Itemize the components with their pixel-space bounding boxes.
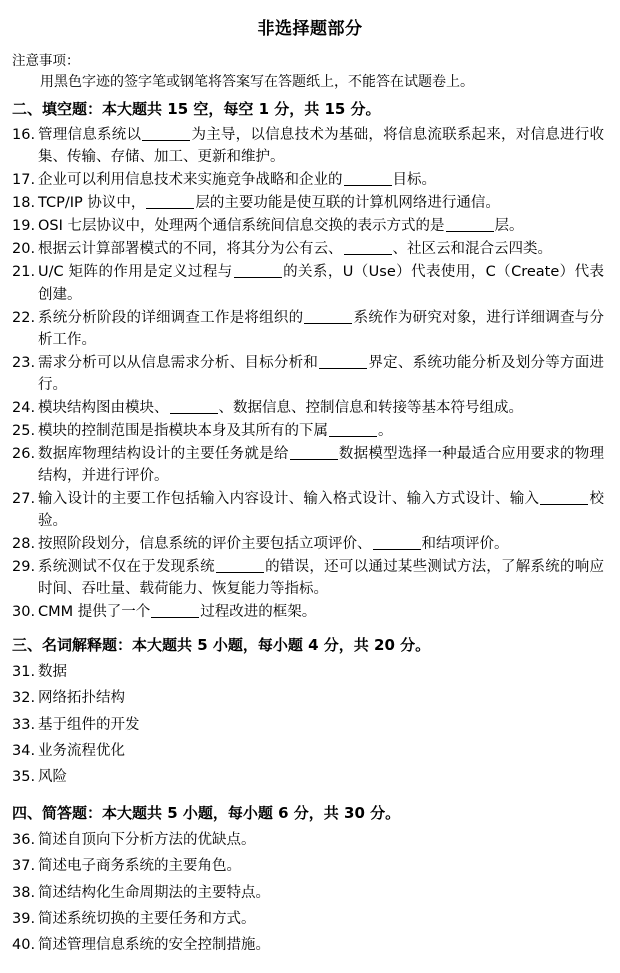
question-text	[38, 307, 604, 351]
answer-blank[interactable]	[151, 617, 199, 618]
question-part-a: 系统测试不仅在于发现系统	[38, 558, 215, 575]
question-item	[12, 261, 604, 305]
question-number: 33.	[12, 716, 36, 733]
question-text	[38, 261, 604, 305]
question-text: 简述电子商务系统的主要角色。	[38, 858, 241, 875]
question-text	[38, 215, 604, 237]
answer-blank[interactable]	[540, 504, 588, 505]
question-number: 38.	[12, 884, 36, 901]
answer-blank[interactable]	[290, 459, 338, 460]
answer-blank[interactable]	[373, 549, 421, 550]
question-part-a: CMM 提供了一个	[38, 603, 151, 620]
short-answer-item	[12, 854, 604, 879]
short-answer-item	[12, 933, 604, 958]
question-number: 36.	[12, 831, 36, 848]
question-part-b: 系统作为研究对象，进行详细调查与分析工作。	[38, 309, 605, 348]
question-part-b: 和结项评价。	[421, 535, 509, 552]
question-number: 40.	[12, 937, 36, 954]
question-part-a: 管理信息系统以	[38, 127, 142, 144]
question-number: 25.	[12, 422, 36, 439]
question-number: 28.	[12, 535, 36, 552]
question-item	[12, 420, 604, 442]
answer-blank[interactable]	[216, 572, 264, 573]
question-text: 简述自顶向下分析方法的优缺点。	[38, 831, 256, 848]
question-number: 16.	[12, 127, 36, 144]
question-item	[12, 238, 604, 260]
answer-blank[interactable]	[146, 208, 194, 209]
question-part-b: 目标。	[392, 172, 436, 189]
question-text	[38, 420, 604, 442]
page-title: 非选择题部分	[257, 19, 363, 39]
question-item	[12, 352, 604, 396]
question-text: 简述结构化生命周期法的主要特点。	[38, 884, 270, 901]
question-number: 18.	[12, 195, 36, 212]
question-part-a: 数据库物理结构设计的主要任务就是给	[38, 445, 289, 462]
question-item	[12, 488, 604, 532]
section-title: 名词解释题：	[42, 635, 133, 654]
question-text: 简述系统切换的主要任务和方式。	[38, 910, 256, 927]
question-number: 39.	[12, 910, 36, 927]
term-item	[12, 713, 604, 738]
question-item	[12, 307, 604, 351]
question-text	[38, 556, 604, 600]
question-text	[38, 443, 604, 487]
question-text	[38, 192, 604, 214]
term-item	[12, 739, 604, 764]
question-part-b: 、数据信息、控制信息和转接等基本符号组成。	[218, 399, 523, 416]
page-content	[0, 49, 620, 959]
answer-blank[interactable]	[319, 368, 367, 369]
answer-blank[interactable]	[234, 277, 282, 278]
question-text: 简述管理信息系统的安全控制措施。	[38, 937, 270, 954]
question-number: 19.	[12, 218, 36, 235]
answer-blank[interactable]	[304, 323, 352, 324]
question-part-b: 的关系，U（Use）代表使用，C（Create）代表创建。	[38, 264, 604, 303]
answer-blank[interactable]	[344, 254, 392, 255]
notice-body: 用黑色字迹的签字笔或钢笔将答案写在答题纸上，不能答在试题卷上。	[40, 74, 474, 90]
section-detail: 本大题共 5 小题，每小题 4 分，共 20 分。	[132, 635, 431, 654]
question-part-a: 需求分析可以从信息需求分析、目标分析和	[38, 354, 319, 371]
short-answer-item	[12, 881, 604, 906]
question-text: 风险	[38, 769, 67, 786]
question-number: 17.	[12, 172, 36, 189]
notice-label: 注意事项：	[12, 53, 80, 69]
question-text	[38, 601, 604, 623]
question-number: 30.	[12, 603, 36, 620]
question-number: 22.	[12, 309, 36, 326]
term-item	[12, 686, 604, 711]
question-text	[38, 352, 604, 396]
question-number: 34.	[12, 743, 36, 760]
section-heading-terms	[12, 635, 604, 656]
question-part-b: 。	[378, 422, 393, 439]
question-text: 业务流程优化	[38, 743, 125, 760]
question-part-a: 企业可以利用信息技术来实施竞争战略和企业的	[38, 172, 343, 189]
section-number: 二、	[12, 100, 43, 119]
term-item	[12, 765, 604, 790]
question-part-a: 系统分析阶段的详细调查工作是将组织的	[38, 309, 304, 326]
question-number: 32.	[12, 690, 36, 707]
question-part-b: 层的主要功能是使互联的计算机网络进行通信。	[195, 195, 500, 212]
question-number: 31.	[12, 663, 36, 680]
question-number: 37.	[12, 858, 36, 875]
question-item	[12, 397, 604, 419]
answer-blank[interactable]	[329, 436, 377, 437]
question-item	[12, 533, 604, 555]
question-item	[12, 443, 604, 487]
question-item	[12, 215, 604, 237]
section-detail: 本大题共 15 空，每空 1 分，共 15 分。	[102, 100, 381, 119]
question-item	[12, 192, 604, 214]
question-text: 基于组件的开发	[38, 716, 140, 733]
question-part-a: TCP/IP 协议中，	[38, 195, 146, 212]
question-number: 24.	[12, 399, 36, 416]
question-part-b: 界定、系统功能分析及划分等方面进行。	[38, 354, 605, 393]
question-part-b: 、社区云和混合云四类。	[392, 241, 552, 258]
question-part-a: 输入设计的主要工作包括输入内容设计、输入格式设计、输入方式设计、输入	[38, 490, 540, 507]
question-part-b: 过程改进的框架。	[200, 603, 317, 620]
question-part-a: 模块结构图由模块、	[38, 399, 169, 416]
question-item	[12, 601, 604, 623]
question-text	[38, 238, 604, 260]
question-part-b: 为主导，以信息技术为基础，将信息流联系起来，对信息进行收集、传输、存储、加工、更新和维护。	[38, 127, 605, 166]
question-part-a: U/C 矩阵的作用是定义过程与	[38, 264, 233, 281]
question-number: 26.	[12, 445, 36, 462]
short-answer-item	[12, 907, 604, 932]
answer-blank[interactable]	[446, 231, 494, 232]
question-text	[38, 488, 604, 532]
short-answer-item	[12, 828, 604, 853]
question-text	[38, 169, 604, 191]
answer-blank[interactable]	[142, 140, 190, 141]
question-text: 数据	[38, 663, 67, 680]
question-number: 35.	[12, 769, 36, 786]
section-detail: 本大题共 5 小题，每小题 6 分，共 30 分。	[102, 803, 401, 822]
question-part-b: 校验。	[38, 490, 605, 529]
question-number: 21.	[12, 264, 36, 281]
question-part-a: OSI 七层协议中，处理两个通信系统间信息交换的表示方式的是	[38, 218, 445, 235]
question-part-a: 按照阶段划分，信息系统的评价主要包括立项评价、	[38, 535, 372, 552]
question-text	[38, 124, 604, 168]
question-part-a: 根据云计算部署模式的不同，将其分为公有云、	[38, 241, 343, 258]
question-item	[12, 556, 604, 600]
section-number: 三、	[12, 635, 43, 654]
exam-page	[0, 14, 620, 973]
section-heading-fill-in	[12, 99, 604, 120]
question-item	[12, 124, 604, 168]
section-number: 四、	[12, 803, 43, 822]
section-title: 填空题：	[42, 100, 103, 119]
question-text: 网络拓扑结构	[38, 690, 125, 707]
question-number: 20.	[12, 241, 36, 258]
question-part-b: 层。	[494, 218, 524, 235]
question-part-b: 的错误，还可以通过某些测试方法，了解系统的响应时间、吞吐量、载荷能力、恢复能力等指标。	[38, 558, 605, 597]
section-heading-short-answer	[12, 803, 604, 824]
question-number: 23.	[12, 354, 36, 371]
question-item	[12, 169, 604, 191]
section-title: 简答题：	[42, 803, 103, 822]
question-part-a: 模块的控制范围是指模块本身及其所有的下属	[38, 422, 328, 439]
question-text	[38, 397, 604, 419]
question-number: 29.	[12, 558, 36, 575]
question-part-b: 数据模型选择一种最适合应用要求的物理结构，并进行评价。	[38, 445, 605, 484]
question-text	[38, 533, 604, 555]
term-item	[12, 660, 604, 685]
answer-blank[interactable]	[170, 413, 218, 414]
answer-blank[interactable]	[344, 185, 392, 186]
question-number: 27.	[12, 490, 36, 507]
